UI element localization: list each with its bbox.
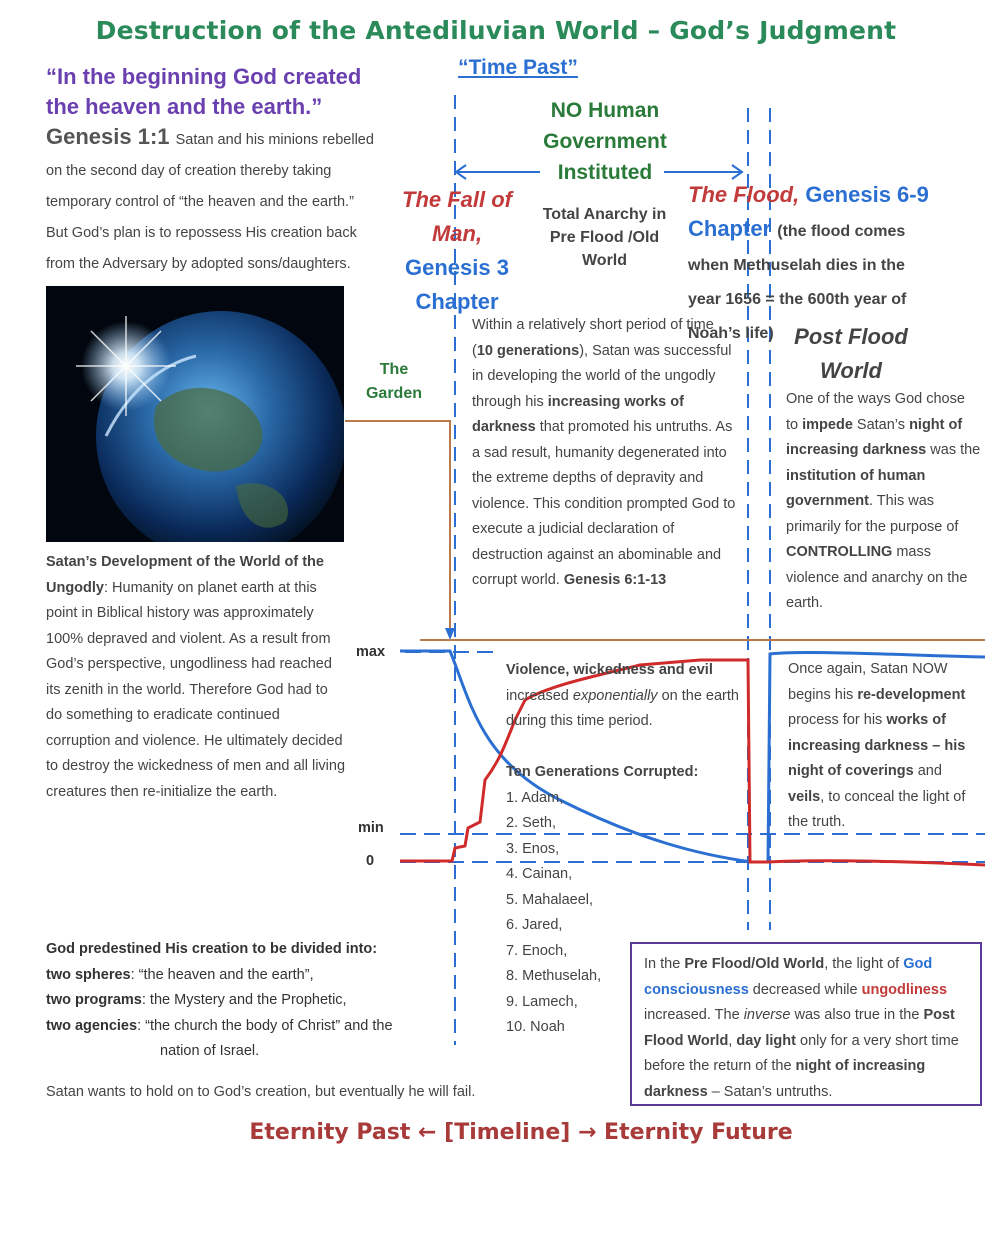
emphasis: veils — [788, 788, 821, 805]
text: Within a relatively short period of time ( — [472, 317, 714, 359]
ten-gen-heading: Ten Generations Corrupted — [506, 764, 694, 780]
pre-flood-description — [472, 313, 737, 594]
text: In the — [644, 956, 685, 972]
predest-label: two programs — [46, 992, 142, 1008]
fall-reference: Genesis 3 Chapter — [405, 255, 509, 314]
list-item: 1. Adam, — [506, 789, 564, 806]
emphasis: impede — [802, 416, 853, 433]
fall-of-man — [392, 183, 522, 319]
emphasis: day light — [736, 1032, 796, 1049]
text: – Satan’s untruths. — [707, 1083, 833, 1100]
eternity-timeline-label: Eternity Past ← [Timeline] → Eternity Future — [249, 1120, 793, 1145]
predest-heading: God predestined His creation to be divided into: — [46, 941, 378, 957]
garden-line — [345, 421, 450, 632]
text: was also true in the — [790, 1007, 924, 1023]
text: Once again, Satan NOW begins his — [788, 661, 948, 703]
list-item: 10. Noah — [506, 1019, 565, 1035]
genesis-quote — [46, 62, 376, 277]
flood-title: The Flood, — [688, 182, 800, 207]
list-item: 7. Enoch, — [506, 942, 568, 959]
flood-note: (the flood comes when Methuselah dies in the year 1656 = the 600th year of Noah’s life) — [688, 223, 907, 342]
text: One of the ways God chose to — [786, 391, 965, 433]
text: on the earth during this time period. — [506, 687, 739, 729]
violence-heading: Violence, wickedness and evil — [506, 662, 713, 678]
list-item: 2. Seth, — [506, 815, 556, 831]
summary-box — [630, 942, 982, 1106]
god-consciousness-term: God consciousness — [644, 956, 933, 998]
emphasis: Genesis 6:1-13 — [563, 572, 667, 588]
post-flood-description — [786, 387, 981, 617]
text: , to conceal the light of the truth. — [788, 788, 966, 830]
emphasis: night of increasing darkness — [644, 1058, 926, 1100]
emphasis: inverse — [743, 1007, 791, 1023]
text: that promoted his untruths. As a sad result, humanity degenerated into the extreme depths of depravity and violence. This condition prompted God to execute a judicial declaration of destruction against an abominable and corrupt world. — [472, 419, 736, 588]
emphasis: Post Flood World — [644, 1007, 955, 1049]
emphasis: 10 generations — [476, 342, 580, 359]
earth-from-space-image — [46, 286, 344, 542]
fall-title: The Fall of Man, — [402, 187, 512, 246]
emphasis: exponentially — [572, 687, 658, 704]
quote-reference: Genesis 1:1 — [46, 124, 170, 149]
predest-text: nation of Israel. — [160, 1043, 260, 1059]
text: and — [913, 763, 942, 779]
ten-generations-list: Ten Generations Corrupted: 1. Adam, 2. Seth, 3. Enos, 4. Cainan, 5. Mahalaeel, 6. Jared, 7. Enoch, 8. Methuselah, 9. Lamech, 10. Noah — [506, 760, 746, 1041]
flood-reference: Genesis 6-9 Chapter — [688, 182, 929, 241]
satan-wants-note: Satan wants to hold on to God’s creation, but eventually he will fail. — [46, 1084, 476, 1100]
text: , the light of — [824, 956, 904, 972]
emphasis: works of increasing darkness – his night of coverings — [788, 712, 966, 779]
the-garden: The Garden — [365, 361, 422, 402]
satan-development — [46, 550, 346, 805]
redevelopment-note — [788, 657, 978, 836]
predest-label: two spheres — [46, 966, 131, 983]
garden-arrow — [445, 628, 455, 640]
list-item: 8. Methuselah, — [506, 968, 602, 984]
violence-note — [506, 658, 746, 735]
text: increased — [506, 687, 573, 704]
satan-dev-heading: Satan’s Development of the World of the Ungodly — [46, 554, 324, 596]
list-item: 9. Lamech, — [506, 993, 578, 1010]
total-anarchy: Total Anarchy in Pre Flood /Old World — [542, 206, 667, 269]
emphasis: increasing works of darkness — [472, 393, 684, 435]
list-item: 3. Enos, — [506, 840, 560, 857]
predest-text: : the Mystery and the Prophetic, — [141, 992, 347, 1008]
predestination-list — [46, 937, 466, 1065]
emphasis: Pre Flood/Old World — [684, 956, 825, 972]
text: increased. The — [644, 1007, 744, 1023]
list-item: 5. Mahalaeel, — [506, 891, 594, 908]
text: Satan’s — [852, 416, 910, 433]
axis-label-max: max — [356, 644, 386, 660]
text: only for a very short time before the return of the — [644, 1032, 959, 1074]
emphasis: institution of human government — [786, 467, 926, 509]
emphasis: night of increasing darkness — [786, 416, 963, 458]
emphasis: CONTROLLING — [786, 544, 893, 560]
axis-label-zero: 0 — [366, 853, 375, 869]
emphasis: re-development — [857, 686, 966, 703]
text: decreased while — [748, 981, 862, 998]
satan-dev-body: : Humanity on planet earth at this point in Biblical history was approximately 100% depraved and violent. As a result from God’s perspective, ungodliness had reached its zenith in the world. Therefore God had to do something to eradicate continued corruption and violence. He ultimately decided to destroy the wickedness of men and all living creatures then re-initialize the earth. — [46, 579, 346, 800]
list-item: 4. Cainan, — [506, 866, 573, 882]
text: . This was primarily for the purpose of — [786, 493, 959, 535]
list-item: 6. Jared, — [506, 917, 563, 933]
post-flood-heading: Post Flood World — [794, 324, 908, 383]
predest-label: two agencies — [46, 1017, 138, 1034]
predest-text: : “the heaven and the earth”, — [130, 966, 314, 983]
text: was the — [926, 442, 981, 458]
predest-text: : “the church the body of Christ” and the — [137, 1017, 393, 1034]
text: , — [728, 1032, 737, 1049]
axis-label-min: min — [358, 820, 384, 836]
quote-line: “In the beginning God created the heaven and the earth.” — [46, 64, 362, 119]
quote-body: Satan and his minions rebelled on the second day of creation thereby taking temporary control of “the heaven and the earth.” But God’s plan is to repossess His creation back from the Adversary by adopted sons/daughters. — [46, 132, 374, 272]
page-title: Destruction of the Antediluvian World – God’s Judgment — [95, 16, 897, 45]
text: process for his — [788, 712, 887, 728]
time-past-label: “Time Past” — [458, 56, 578, 79]
text: mass violence and anarchy on the earth. — [786, 544, 968, 611]
text: ), Satan was successful in developing the world of the ungodly through his — [472, 342, 732, 410]
no-human-government: NO Human Government Instituted — [543, 99, 667, 184]
ungodliness-term: ungodliness — [861, 981, 948, 998]
